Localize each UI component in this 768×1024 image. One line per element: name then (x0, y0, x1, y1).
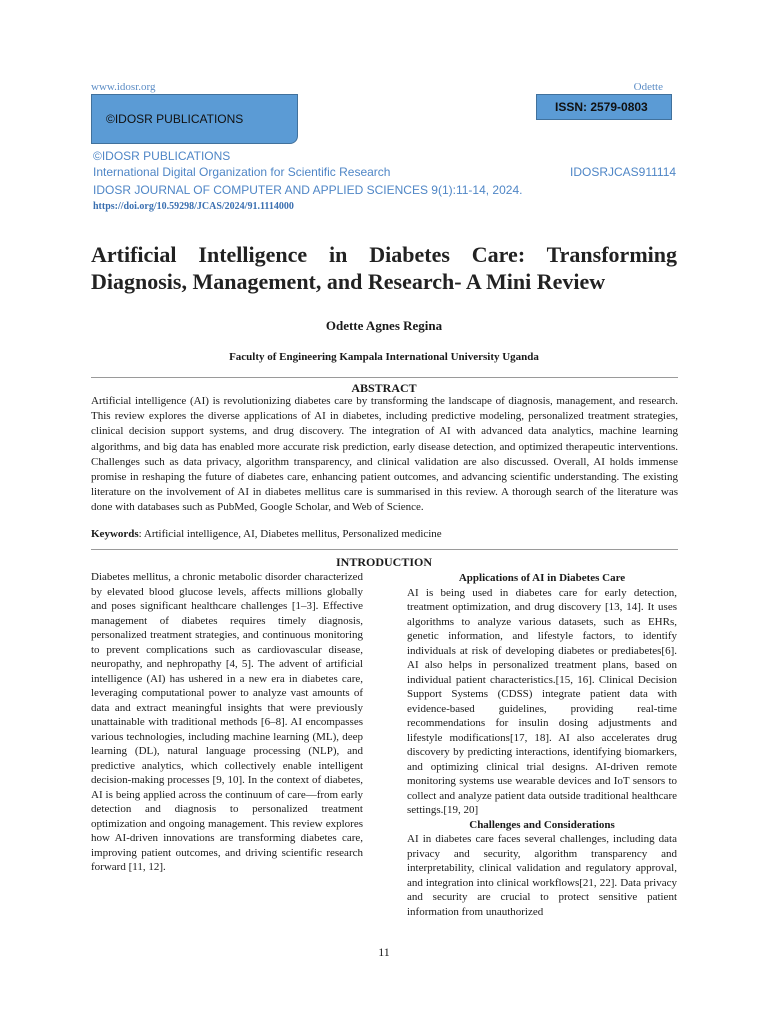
applications-paragraph: AI is being used in diabetes care for early detection, treatment optimization, and drug discovery [13, 14]. It uses algorithms to analyze various datasets, such as EHRs, genetic information, and lifestyle factors, to identify individuals at risk of developing diabetes or prediabetes[6]. AI also helps in personalized treatment plans, based on individual patient characteristics.[15, 16]. Clinical Decision Support Systems (CDSS) integrate patient data with evidence-based guidelines, providing real-time recommendations for insulin dosing adjustments and lifestyle modifications[17, 18]. AI also accelerates drug discovery by predicting interactions, identifying biomarkers, and optimizing clinical trial designs. AI-driven remote monitoring systems use wearable devices and IoT sensors to collect and analyze patient data outside traditional healthcare settings.[19, 20] (407, 586, 677, 816)
publication-organization: International Digital Organization for Scientific Research (93, 165, 391, 179)
abstract-bottom-divider (91, 549, 678, 550)
challenges-heading: Challenges and Considerations (469, 818, 615, 831)
introduction-left-column (91, 570, 363, 875)
challenges-paragraph: AI in diabetes care faces several challenges, including data privacy and security, algorithm transparency and interpretability, clinical validation and regulatory approval, and integration into clinical workflows[21, 22]. Data privacy and security are crucial to protect sensitive patient information from unauthorized (407, 833, 677, 918)
abstract-body: Artificial intelligence (AI) is revolutionizing diabetes care by transforming the landscape of diagnosis, management, and research. This review explores the diverse applications of AI in diabetes, including predictive modeling, personalized treatment strategies, clinical decision support systems, and drug discovery. The integration of AI with advanced data analytics, machine learning algorithms, and big data has enabled more accurate risk prediction, early disease detection, and optimized therapeutic interventions. Challenges such as data privacy, algorithm transparency, and clinical validation are also discussed. Overall, AI holds immense promise in reshaping the future of diabetes care, enhancing patient outcomes, and advancing scientific understanding. The existing literature on the involvement of AI in diabetes mellitus care is summarised in this review. A thorough search of the literature was done with databases such as PubMed, Google Scholar, and Web of Science. (91, 395, 678, 514)
issn-box (536, 94, 672, 120)
article-title: Artificial Intelligence in Diabetes Care: Transforming Diagnosis, Management, and Research- A Mini Review (91, 242, 677, 294)
publisher-banner (91, 94, 298, 144)
running-header-author: Odette (633, 81, 663, 93)
page-number: 11 (378, 945, 390, 959)
publication-code: IDOSRJCAS911114 (570, 165, 677, 179)
issn-label: ISSN: 2579-0803 (555, 100, 648, 114)
introduction-right-column (407, 571, 677, 919)
abstract-heading: ABSTRACT (351, 381, 417, 395)
introduction-heading: INTRODUCTION (335, 555, 432, 569)
publication-copyright: ©IDOSR PUBLICATIONS (93, 149, 231, 163)
article-author: Odette Agnes Regina (325, 318, 443, 333)
abstract-top-divider (91, 377, 678, 378)
author-affiliation: Faculty of Engineering Kampala International University Uganda (229, 351, 539, 363)
doi-link[interactable]: https://doi.org/10.59298/JCAS/2024/91.1114000 (93, 201, 294, 212)
journal-citation: IDOSR JOURNAL OF COMPUTER AND APPLIED SCIENCES 9(1):11-14, 2024. (93, 183, 523, 197)
publisher-banner-label: ©IDOSR PUBLICATIONS (106, 112, 244, 126)
introduction-paragraph: Diabetes mellitus, a chronic metabolic disorder characterized by elevated blood glucose levels, affects millions globally and poses significant healthcare challenges [1–3]. Effective management of diabetes requires timely diagnosis, personalized treatment strategies, and continuous monitoring to prevent complications such as cardiovascular disease, neuropathy, and nephropathy [4, 5]. The advent of artificial intelligence (AI) has ushered in a new era in diabetes care, leveraging computational power to analyze vast amounts of data and extract meaningful insights that were previously unattainable with traditional methods [6–8]. AI encompasses various technologies, including machine learning (ML), deep learning (DL), natural language processing (NLP), and predictive analytics, which collectively enable intelligent decision-making processes [9, 10]. In the context of diabetes, AI is being applied across the continuum of care—from early detection and diagnosis to personalized treatment optimization and ongoing management. This review explores how AI-driven innovations are transforming diabetes care, improving patient outcomes, and driving scientific research forward [11, 12]. (91, 571, 363, 873)
keywords-label: Keywords (91, 528, 139, 540)
keywords-list: : Artificial intelligence, AI, Diabetes mellitus, Personalized medicine (138, 528, 442, 540)
applications-heading: Applications of AI in Diabetes Care (458, 572, 626, 584)
keywords-line (91, 527, 678, 542)
site-url[interactable]: www.idosr.org (91, 81, 156, 93)
